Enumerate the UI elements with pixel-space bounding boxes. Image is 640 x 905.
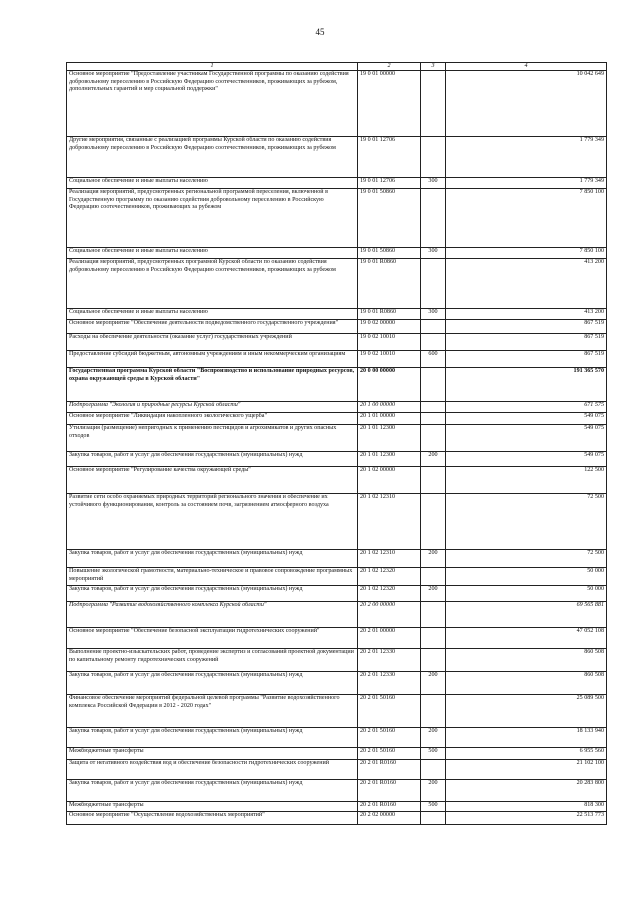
table-row [67, 402, 607, 413]
row-amount-cell: 860 508 [446, 649, 607, 672]
column-header-amount: 4 [446, 63, 607, 71]
table-row [67, 248, 607, 259]
row-kind-cell: 200 [421, 728, 446, 748]
row-name-cell: Защита от негативного воздействия вод и обеспечение безопасности гидротехнических сооружений [67, 760, 358, 780]
row-amount-cell: 191 365 570 [446, 368, 607, 402]
column-header-name: 1 [67, 63, 358, 71]
table-row [67, 672, 607, 695]
row-code-cell: 19 0 02 10010 [358, 334, 421, 351]
row-code-cell: 20 0 00 00000 [358, 368, 421, 402]
row-amount-cell: 10 042 649 [446, 71, 607, 137]
row-code-cell: 19 0 01 12706 [358, 178, 421, 189]
row-code-cell: 20 2 01 12330 [358, 649, 421, 672]
row-kind-cell [421, 402, 446, 413]
row-kind-cell: 500 [421, 802, 446, 812]
table-row [67, 71, 607, 137]
row-code-cell: 20 1 01 12300 [358, 425, 421, 452]
row-code-cell: 19 0 01 50860 [358, 189, 421, 248]
row-kind-cell [421, 602, 446, 628]
row-code-cell: 20 2 02 00000 [358, 812, 421, 825]
column-header-kind: 3 [421, 63, 446, 71]
row-name-cell: Подпрограмма "Развитие водохозяйственного комплекса Курской области" [67, 602, 358, 628]
row-name-cell: Основное мероприятие "Предоставление участникам Государственной программы по оказанию содействия добровольному переселению в Российскую Федерацию соотечественников, проживающих за рубежом, дополнительных гарантий и мер социальной поддержки" [67, 71, 358, 137]
row-amount-cell: 549 075 [446, 413, 607, 425]
row-kind-cell [421, 649, 446, 672]
row-kind-cell [421, 494, 446, 550]
row-amount-cell: 6 955 560 [446, 748, 607, 760]
row-kind-cell [421, 334, 446, 351]
row-name-cell: Повышение экологической грамотности, материально-техническое и правовое сопровождение программных мероприятий [67, 568, 358, 586]
row-kind-cell [421, 413, 446, 425]
row-code-cell: 20 1 01 12300 [358, 452, 421, 467]
table-row [67, 748, 607, 760]
row-code-cell: 20 2 01 12330 [358, 672, 421, 695]
row-kind-cell [421, 320, 446, 334]
row-amount-cell: 122 500 [446, 467, 607, 494]
row-amount-cell: 7 850 100 [446, 189, 607, 248]
table-row [67, 586, 607, 602]
table-row [67, 568, 607, 586]
row-kind-cell [421, 425, 446, 452]
row-kind-cell [421, 71, 446, 137]
row-kind-cell [421, 137, 446, 178]
table-row [67, 628, 607, 649]
row-kind-cell [421, 259, 446, 309]
table-row [67, 602, 607, 628]
row-code-cell: 19 0 01 12706 [358, 137, 421, 178]
row-code-cell: 19 0 01 R0860 [358, 309, 421, 320]
table-row [67, 760, 607, 780]
row-kind-cell [421, 368, 446, 402]
row-code-cell: 20 2 01 50160 [358, 695, 421, 728]
table-row [67, 649, 607, 672]
row-amount-cell: 7 850 100 [446, 248, 607, 259]
row-amount-cell: 867 519 [446, 320, 607, 334]
row-amount-cell: 413 200 [446, 259, 607, 309]
table-row [67, 812, 607, 825]
table-row [67, 334, 607, 351]
row-name-cell: Межбюджетные трансферты [67, 748, 358, 760]
row-name-cell: Другие мероприятия, связанные с реализацией программы Курской области по оказанию содействия добровольному переселению в Российскую Федерацию соотечественников, проживающих за рубежом [67, 137, 358, 178]
row-amount-cell: 1 779 349 [446, 137, 607, 178]
row-kind-cell: 200 [421, 452, 446, 467]
row-name-cell: Основное мероприятие "Обеспечение безопасной эксплуатации гидротехнических сооружений" [67, 628, 358, 649]
row-name-cell: Реализация мероприятий, предусмотренных программой Курской области по оказанию содействия добровольному переселению в Российскую Федерацию соотечественников, проживающих за рубежом [67, 259, 358, 309]
row-code-cell: 20 1 01 00000 [358, 413, 421, 425]
table-row [67, 780, 607, 802]
table-row [67, 802, 607, 812]
budget-table [66, 62, 607, 825]
row-kind-cell: 300 [421, 248, 446, 259]
row-name-cell: Предоставление субсидий бюджетным, автономным учреждениям и иным некоммерческим организациям [67, 351, 358, 368]
table-row [67, 494, 607, 550]
row-name-cell: Утилизация (размещение) непригодных к применению пестицидов и агрохимикатов и других опасных отходов [67, 425, 358, 452]
row-kind-cell: 200 [421, 550, 446, 568]
row-name-cell: Закупка товаров, работ и услуг для обеспечения государственных (муниципальных) нужд [67, 550, 358, 568]
row-name-cell: Межбюджетные трансферты [67, 802, 358, 812]
row-code-cell: 20 1 02 12320 [358, 568, 421, 586]
row-amount-cell: 50 000 [446, 586, 607, 602]
table-row [67, 137, 607, 178]
row-kind-cell: 500 [421, 748, 446, 760]
row-code-cell: 20 2 01 50160 [358, 748, 421, 760]
row-code-cell: 20 1 00 00000 [358, 402, 421, 413]
row-amount-cell: 69 565 881 [446, 602, 607, 628]
row-kind-cell: 300 [421, 178, 446, 189]
row-name-cell: Финансовое обеспечение мероприятий федеральной целевой программы "Развитие водохозяйственного комплекса Российской Федерации в 2012 - 2020 годах" [67, 695, 358, 728]
row-name-cell: Закупка товаров, работ и услуг для обеспечения государственных (муниципальных) нужд [67, 780, 358, 802]
row-kind-cell [421, 467, 446, 494]
row-name-cell: Государственная программа Курской области "Воспроизводство и использование природных ресурсов, охрана окружающей среды в Курской области" [67, 368, 358, 402]
row-code-cell: 20 2 01 R0160 [358, 780, 421, 802]
row-amount-cell: 72 500 [446, 494, 607, 550]
table-row [67, 413, 607, 425]
row-kind-cell [421, 695, 446, 728]
row-code-cell: 20 2 00 00000 [358, 602, 421, 628]
row-amount-cell: 860 508 [446, 672, 607, 695]
row-code-cell: 20 1 02 00000 [358, 467, 421, 494]
table-row [67, 425, 607, 452]
row-amount-cell: 413 200 [446, 309, 607, 320]
table-row [67, 351, 607, 368]
table-row [67, 550, 607, 568]
row-code-cell: 19 0 02 10010 [358, 351, 421, 368]
table-row [67, 189, 607, 248]
row-name-cell: Закупка товаров, работ и услуг для обеспечения государственных (муниципальных) нужд [67, 586, 358, 602]
row-name-cell: Выполнение проектно-изыскательских работ, проведение экспертиз и согласований проектной документации по капитальному ремонту гидротехнических сооружений [67, 649, 358, 672]
table-body [67, 71, 607, 825]
row-name-cell: Расходы на обеспечение деятельности (оказание услуг) государственных учреждений [67, 334, 358, 351]
row-kind-cell [421, 568, 446, 586]
row-code-cell: 20 2 01 R0160 [358, 802, 421, 812]
row-kind-cell: 600 [421, 351, 446, 368]
row-name-cell: Основное мероприятие "Осуществление водохозяйственных мероприятий" [67, 812, 358, 825]
row-name-cell: Закупка товаров, работ и услуг для обеспечения государственных (муниципальных) нужд [67, 452, 358, 467]
row-amount-cell: 22 513 773 [446, 812, 607, 825]
row-name-cell: Реализация мероприятий, предусмотренных региональной программой переселения, включенной в Государственную программу по оказанию содействия добровольному переселению в Российскую Федерацию соотечественников, проживающих за рубежом [67, 189, 358, 248]
row-code-cell: 19 0 01 R0860 [358, 259, 421, 309]
row-amount-cell: 21 102 100 [446, 760, 607, 780]
row-name-cell: Социальное обеспечение и иные выплаты населению [67, 309, 358, 320]
row-name-cell: Основное мероприятие "Регулирование качества окружающей среды" [67, 467, 358, 494]
row-amount-cell: 867 519 [446, 351, 607, 368]
row-code-cell: 20 1 02 12320 [358, 586, 421, 602]
column-header-code: 2 [358, 63, 421, 71]
table-header-row [67, 63, 607, 71]
row-name-cell: Подпрограмма "Экология и природные ресурсы Курской области" [67, 402, 358, 413]
table-row [67, 259, 607, 309]
table-row [67, 728, 607, 748]
row-code-cell: 19 0 02 00000 [358, 320, 421, 334]
row-kind-cell [421, 189, 446, 248]
row-code-cell: 20 1 02 12310 [358, 494, 421, 550]
row-kind-cell [421, 760, 446, 780]
table-row [67, 467, 607, 494]
row-code-cell: 20 2 01 R0160 [358, 760, 421, 780]
row-code-cell: 19 0 01 50860 [358, 248, 421, 259]
row-name-cell: Социальное обеспечение и иные выплаты населению [67, 178, 358, 189]
row-amount-cell: 25 089 500 [446, 695, 607, 728]
row-kind-cell: 300 [421, 309, 446, 320]
row-name-cell: Социальное обеспечение и иные выплаты населению [67, 248, 358, 259]
row-kind-cell: 200 [421, 586, 446, 602]
row-name-cell: Закупка товаров, работ и услуг для обеспечения государственных (муниципальных) нужд [67, 728, 358, 748]
row-amount-cell: 549 075 [446, 425, 607, 452]
row-amount-cell: 867 519 [446, 334, 607, 351]
table-row [67, 695, 607, 728]
row-amount-cell: 20 283 800 [446, 780, 607, 802]
row-amount-cell: 47 052 108 [446, 628, 607, 649]
table-row [67, 368, 607, 402]
row-amount-cell: 72 500 [446, 550, 607, 568]
row-code-cell: 20 2 01 00000 [358, 628, 421, 649]
table-row [67, 309, 607, 320]
row-amount-cell: 18 133 940 [446, 728, 607, 748]
row-code-cell: 19 0 01 00000 [358, 71, 421, 137]
row-amount-cell: 549 075 [446, 452, 607, 467]
row-amount-cell: 818 300 [446, 802, 607, 812]
row-kind-cell: 200 [421, 672, 446, 695]
row-name-cell: Основное мероприятие "Ликвидация накопленного экологического ущерба" [67, 413, 358, 425]
row-code-cell: 20 2 01 50160 [358, 728, 421, 748]
row-name-cell: Основное мероприятие "Обеспечение деятельности подведомственного государственного учреждения" [67, 320, 358, 334]
row-amount-cell: 1 779 349 [446, 178, 607, 189]
page-number: 45 [315, 27, 325, 37]
row-amount-cell: 50 000 [446, 568, 607, 586]
table-row [67, 178, 607, 189]
row-kind-cell: 200 [421, 780, 446, 802]
table-row [67, 320, 607, 334]
table-row [67, 452, 607, 467]
row-kind-cell [421, 628, 446, 649]
row-amount-cell: 671 575 [446, 402, 607, 413]
row-kind-cell [421, 812, 446, 825]
row-name-cell: Закупка товаров, работ и услуг для обеспечения государственных (муниципальных) нужд [67, 672, 358, 695]
row-name-cell: Развитие сети особо охраняемых природных территорий регионального значения и обеспечение их устойчивого функционирования, контроль за состоянием почв, загрязнением атмосферного воздуха [67, 494, 358, 550]
row-code-cell: 20 1 02 12310 [358, 550, 421, 568]
